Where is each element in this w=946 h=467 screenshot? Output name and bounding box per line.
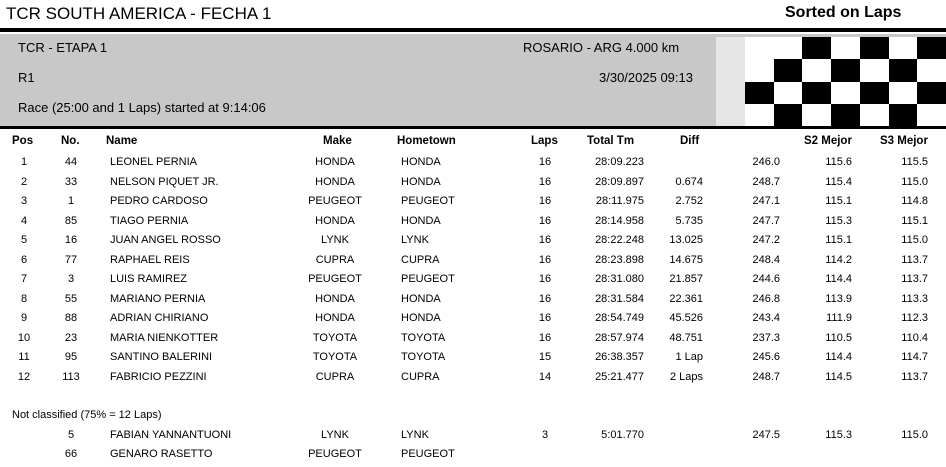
cell-s1: 237.3 [752, 331, 780, 344]
cell-total: 28:14.958 [595, 214, 644, 227]
cell-hometown: TOYOTA [401, 331, 446, 344]
cell-s3: 113.3 [901, 292, 928, 305]
session-label: R1 [18, 70, 35, 85]
table-row [0, 312, 946, 331]
cell-total: 5:01.770 [601, 429, 644, 441]
cell-make: TOYOTA [312, 331, 358, 344]
cell-make: CUPRA [315, 253, 355, 266]
col-s3-header: S3 Mejor [880, 135, 928, 147]
cell-pos: 6 [20, 253, 28, 266]
cell-s3: 113.7 [901, 273, 928, 285]
cell-make: CUPRA [315, 370, 355, 383]
cell-s1: 246.0 [752, 156, 780, 168]
cell-no: 5 [67, 429, 75, 441]
cell-laps: 16 [538, 195, 552, 207]
cell-laps: 16 [538, 312, 552, 324]
cell-total: 26:38.357 [595, 351, 644, 363]
table-row [0, 176, 946, 195]
cell-make: HONDA [315, 175, 355, 188]
col-name-header: Name [106, 135, 138, 147]
cell-s2: 115.3 [825, 214, 852, 227]
cell-no: 55 [64, 292, 78, 305]
cell-diff: 22.361 [669, 292, 703, 305]
cell-pos: 7 [20, 273, 28, 285]
cell-hometown: HONDA [401, 156, 441, 168]
cell-make: TOYOTA [312, 351, 358, 363]
cell-hometown: HONDA [401, 175, 441, 188]
cell-total: 28:31.080 [595, 273, 644, 285]
cell-name: MARIANO PERNIA [110, 292, 206, 305]
table-row [0, 234, 946, 253]
cell-hometown: LYNK [401, 234, 429, 246]
col-hometown-header: Hometown [397, 135, 456, 147]
cell-diff: 14.675 [669, 253, 703, 266]
cell-s3: 113.7 [901, 253, 928, 266]
cell-s1: 245.6 [752, 351, 780, 363]
cell-laps: 15 [538, 351, 552, 363]
series-label: TCR - ETAPA 1 [18, 40, 108, 55]
not-classified-label: Not classified (75% = 12 Laps) [12, 409, 162, 421]
cell-s1: 247.2 [752, 234, 780, 246]
cell-no: 88 [64, 312, 78, 324]
cell-make: PEUGEOT [308, 448, 362, 460]
cell-name: NELSON PIQUET JR. [110, 175, 219, 188]
cell-pos: 9 [20, 312, 28, 324]
table-row [0, 215, 946, 234]
cell-total: 28:57.974 [595, 331, 644, 344]
cell-name: JUAN ANGEL ROSSO [110, 234, 221, 246]
sort-label: Sorted on Laps [785, 4, 902, 21]
cell-make: HONDA [315, 214, 355, 227]
cell-s3: 115.1 [901, 214, 928, 227]
cell-name: GENARO RASETTO [110, 448, 213, 460]
cell-s2: 115.3 [825, 429, 852, 441]
col-make-header: Make [323, 135, 352, 147]
cell-s3: 115.0 [901, 429, 928, 441]
table-row [0, 156, 946, 175]
datetime-label: 3/30/2025 09:13 [599, 70, 693, 85]
table-row [0, 273, 946, 292]
cell-s2: 113.9 [825, 292, 852, 305]
cell-name: ADRIAN CHIRIANO [110, 312, 209, 324]
cell-laps: 16 [538, 292, 552, 305]
cell-pos: 2 [20, 175, 28, 188]
cell-diff: 1 Lap [675, 351, 703, 363]
table-row [0, 429, 946, 448]
cell-name: LUIS RAMIREZ [110, 273, 188, 285]
cell-diff: 48.751 [669, 331, 703, 344]
cell-s2: 115.4 [825, 175, 852, 188]
col-laps-header: Laps [531, 135, 558, 147]
cell-pos: 10 [17, 331, 31, 344]
table-row [0, 195, 946, 214]
cell-make: HONDA [315, 292, 355, 305]
cell-no: 16 [64, 234, 78, 246]
cell-diff: 0.674 [675, 175, 703, 188]
cell-s1: 247.5 [752, 429, 780, 441]
cell-s2: 115.1 [825, 195, 852, 207]
cell-s3: 115.0 [901, 175, 928, 188]
cell-name: PEDRO CARDOSO [110, 195, 208, 207]
cell-s2: 114.4 [825, 273, 852, 285]
cell-no: 95 [64, 351, 78, 363]
cell-diff: 21.857 [669, 273, 703, 285]
cell-hometown: PEUGEOT [401, 448, 455, 460]
cell-s1: 248.4 [752, 253, 780, 266]
table-row [0, 254, 946, 273]
cell-laps: 16 [538, 273, 552, 285]
top-divider [0, 28, 946, 32]
table-row [0, 351, 946, 370]
cell-s3: 112.3 [901, 312, 928, 324]
cell-make: PEUGEOT [308, 195, 362, 207]
cell-s1: 247.7 [752, 214, 780, 227]
col-total-header: Total Tm [587, 135, 635, 147]
cell-laps: 16 [538, 175, 552, 188]
col-diff-header: Diff [680, 135, 700, 147]
cell-s3: 115.5 [901, 156, 928, 168]
cell-make: HONDA [315, 312, 355, 324]
cell-no: 3 [67, 273, 75, 285]
page-title: TCR SOUTH AMERICA - FECHA 1 [6, 4, 272, 23]
cell-total: 28:22.248 [595, 234, 644, 246]
cell-pos: 3 [20, 195, 28, 207]
track-label: ROSARIO - ARG 4.000 km [523, 40, 680, 55]
cell-s2: 114.2 [825, 253, 852, 266]
cell-no: 85 [64, 214, 78, 227]
cell-total: 28:11.975 [595, 195, 644, 207]
cell-laps: 3 [541, 429, 549, 441]
cell-laps: 16 [538, 214, 552, 227]
table-row [0, 293, 946, 312]
cell-hometown: LYNK [401, 429, 429, 441]
cell-hometown: HONDA [401, 292, 441, 305]
cell-s1: 246.8 [752, 292, 780, 305]
cell-total: 28:23.898 [595, 253, 644, 266]
cell-hometown: PEUGEOT [401, 273, 455, 285]
cell-pos: 8 [20, 292, 28, 305]
cell-diff: 45.526 [669, 312, 703, 324]
cell-name: TIAGO PERNIA [110, 214, 189, 227]
cell-name: RAPHAEL REIS [110, 253, 190, 266]
cell-s3: 110.4 [901, 331, 928, 344]
cell-pos: 5 [20, 234, 28, 246]
cell-total: 28:09.223 [595, 156, 644, 168]
cell-make: LYNK [321, 429, 349, 441]
race-info-label: Race (25:00 and 1 Laps) started at 9:14:06 [18, 100, 266, 115]
header-divider [0, 126, 946, 129]
cell-no: 33 [64, 175, 78, 188]
cell-total: 28:31.584 [595, 292, 644, 305]
table-row [0, 332, 946, 351]
checkered-flag-icon [716, 37, 946, 126]
cell-s3: 114.7 [901, 351, 928, 363]
cell-s2: 110.5 [825, 331, 852, 344]
cell-hometown: CUPRA [401, 253, 440, 266]
cell-s2: 114.5 [825, 370, 852, 383]
cell-s2: 115.1 [825, 234, 852, 246]
cell-diff: 2 Laps [669, 370, 703, 383]
cell-s2: 115.6 [825, 156, 852, 168]
cell-s1: 248.7 [752, 175, 780, 188]
col-s2-header: S2 Mejor [804, 135, 852, 147]
cell-no: 1 [67, 195, 75, 207]
col-no-header: No. [61, 135, 80, 147]
cell-diff: 13.025 [669, 234, 703, 246]
cell-s1: 244.6 [752, 273, 780, 285]
col-pos-header: Pos [12, 135, 34, 147]
cell-name: SANTINO BALERINI [110, 351, 213, 363]
cell-s2: 114.4 [825, 351, 852, 363]
cell-total: 25:21.477 [595, 370, 644, 383]
cell-no: 66 [64, 448, 78, 460]
cell-name: MARIA NIENKOTTER [110, 331, 219, 344]
cell-pos: 11 [18, 351, 30, 363]
cell-s1: 248.7 [752, 370, 780, 383]
cell-no: 77 [64, 253, 78, 266]
cell-s3: 114.8 [901, 195, 928, 207]
cell-diff: 2.752 [675, 195, 703, 207]
cell-no: 113 [62, 370, 80, 383]
cell-hometown: TOYOTA [401, 351, 446, 363]
cell-pos: 4 [20, 214, 28, 227]
cell-make: HONDA [315, 156, 355, 168]
cell-name: FABIAN YANNANTUONI [110, 429, 232, 441]
cell-make: PEUGEOT [308, 273, 362, 285]
cell-make: LYNK [321, 234, 349, 246]
cell-total: 28:54.749 [595, 312, 644, 324]
table-row [0, 448, 946, 467]
cell-hometown: PEUGEOT [401, 195, 455, 207]
cell-laps: 14 [538, 370, 552, 383]
cell-laps: 16 [538, 331, 552, 344]
cell-pos: 12 [17, 370, 31, 383]
cell-no: 44 [64, 156, 78, 168]
cell-s3: 115.0 [901, 234, 928, 246]
cell-s3: 113.7 [901, 370, 928, 383]
cell-laps: 16 [538, 156, 552, 168]
table-row [0, 371, 946, 390]
cell-hometown: HONDA [401, 214, 441, 227]
cell-s1: 247.1 [752, 195, 780, 207]
cell-s2: 111.9 [826, 312, 852, 324]
cell-s1: 243.4 [752, 312, 780, 324]
cell-name: LEONEL PERNIA [110, 156, 198, 168]
cell-hometown: CUPRA [401, 370, 440, 383]
cell-diff: 5.735 [675, 214, 703, 227]
cell-name: FABRICIO PEZZINI [110, 370, 207, 383]
cell-no: 23 [64, 331, 78, 344]
cell-pos: 1 [20, 156, 28, 168]
cell-total: 28:09.897 [595, 175, 644, 188]
cell-hometown: HONDA [401, 312, 441, 324]
cell-laps: 16 [538, 253, 552, 266]
cell-laps: 16 [538, 234, 552, 246]
